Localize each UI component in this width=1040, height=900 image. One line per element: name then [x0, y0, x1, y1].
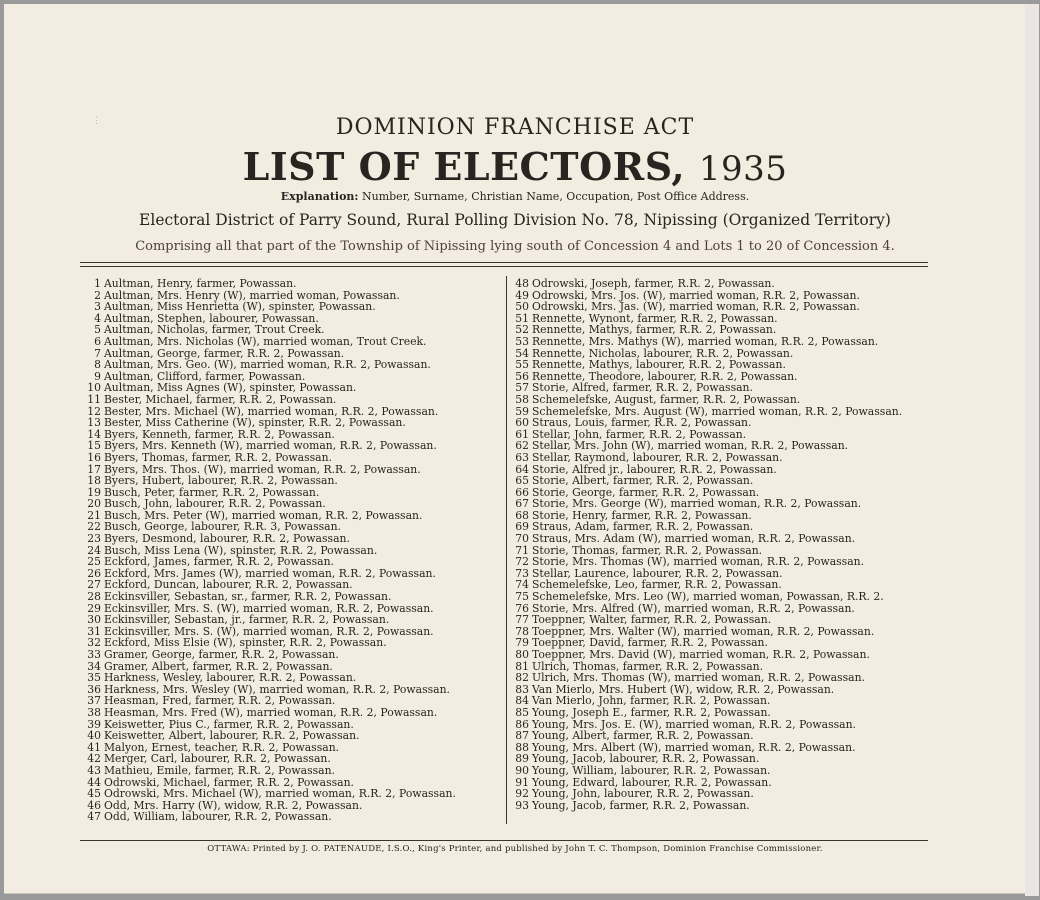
- elector-number: 67: [515, 497, 529, 511]
- elector-details: Straus, Mrs. Adam (W), married woman, R.R. 2, Powassan.: [532, 532, 856, 546]
- elector-number: 54: [515, 346, 529, 360]
- elector-details: Byers, Mrs. Thos. (W), married woman, R.R. 2, Powassan.: [104, 462, 421, 476]
- elector-details: Young, John, labourer, R.R. 2, Powassan.: [532, 787, 754, 801]
- elector-details: Odrowski, Mrs. Michael (W), married woman, R.R. 2, Powassan.: [104, 787, 456, 801]
- elector-number: 13: [87, 416, 101, 430]
- elector-details: Young, Joseph E., farmer, R.R. 2, Powassan.: [532, 705, 771, 719]
- elector-number: 10: [87, 381, 101, 395]
- elector-number: 58: [515, 392, 529, 406]
- elector-number: 49: [515, 288, 529, 302]
- elector-details: Odrowski, Mrs. Jos. (W), married woman, R.R. 2, Powassan.: [532, 288, 860, 302]
- elector-details: Young, Jacob, labourer, R.R. 2, Powassan.: [532, 752, 760, 766]
- elector-details: Odrowski, Mrs. Jas. (W), married woman, R.R. 2, Powassan.: [532, 300, 860, 314]
- elector-number: 15: [87, 439, 101, 453]
- elector-details: Young, Mrs. Jos. E. (W), married woman, R.R. 2, Powassan.: [532, 717, 856, 731]
- elector-number: 1: [94, 277, 101, 290]
- elector-details: Aultman, Miss Agnes (W), spinster, Powassan.: [104, 381, 357, 395]
- elector-number: 59: [515, 404, 529, 418]
- elector-details: Gramer, Albert, farmer, R.R. 2, Powassan.: [104, 659, 333, 673]
- header-rule: [80, 266, 928, 267]
- elector-number: 80: [515, 648, 529, 661]
- elector-number: 78: [515, 624, 529, 638]
- elector-details: Eckford, Duncan, labourer, R.R. 2, Powassan.: [104, 578, 353, 592]
- elector-details: Aultman, Mrs. Geo. (W), married woman, R.R. 2, Powassan.: [104, 358, 431, 372]
- elector-details: Aultman, Miss Henrietta (W), spinster, Powassan.: [104, 300, 376, 314]
- elector-number: 2: [94, 288, 101, 302]
- elector-number: 12: [87, 404, 101, 418]
- title-year: 1935: [698, 149, 788, 189]
- elector-details: Heasman, Mrs. Fred (W), married woman, R.R. 2, Powassan.: [104, 705, 438, 719]
- elector-number: 18: [87, 474, 101, 488]
- elector-number: 14: [87, 427, 101, 441]
- elector-number: 17: [87, 462, 101, 476]
- elector-number: 77: [515, 613, 529, 627]
- elector-number: 63: [515, 450, 529, 464]
- elector-number: 52: [515, 323, 529, 337]
- elector-details: Straus, Louis, farmer, R.R. 2, Powassan.: [532, 416, 752, 430]
- elector-details: Byers, Thomas, farmer, R.R. 2, Powassan.: [104, 450, 332, 464]
- elector-details: Van Mierlo, John, farmer, R.R. 2, Powassan.: [532, 694, 771, 708]
- elector-details: Aultman, Mrs. Henry (W), married woman, Powassan.: [104, 288, 400, 302]
- elector-number: 3: [94, 300, 101, 314]
- elector-number: 81: [515, 659, 529, 673]
- elector-details: Young, Mrs. Albert (W), married woman, R.R. 2, Powassan.: [532, 740, 856, 754]
- elector-details: Heasman, Fred, farmer, R.R. 2, Powassan.: [104, 694, 336, 708]
- elector-number: 29: [87, 601, 101, 615]
- printer-footer: OTTAWA: Printed by J. O. PATENAUDE, I.S.O., King's Printer, and published by John T. C. Thompson, Dominion Franchise Commissioner.: [207, 844, 823, 854]
- page-edge: [1025, 4, 1039, 896]
- elector-number: 88: [515, 740, 529, 754]
- elector-number: 90: [515, 763, 529, 777]
- footer-rule: [80, 840, 928, 841]
- elector-number: 57: [515, 381, 529, 395]
- elector-details: Schemelefske, Mrs. August (W), married woman, R.R. 2, Powassan.: [532, 404, 903, 418]
- elector-number: 33: [87, 648, 101, 661]
- elector-number: 43: [87, 763, 101, 777]
- elector-number: 71: [515, 543, 529, 557]
- elector-details: Rennette, Mathys, farmer, R.R. 2, Powassan.: [532, 323, 777, 337]
- elector-number: 69: [515, 520, 529, 534]
- elector-number: 74: [515, 578, 529, 592]
- elector-details: Stellar, John, farmer, R.R. 2, Powassan.: [532, 427, 747, 441]
- elector-number: 31: [87, 624, 101, 638]
- elector-number: 20: [87, 497, 101, 511]
- elector-number: 28: [87, 590, 101, 604]
- elector-number: 41: [87, 740, 101, 754]
- elector-number: 44: [87, 775, 101, 789]
- elector-details: Storie, Albert, farmer, R.R. 2, Powassan.: [532, 474, 754, 488]
- elector-number: 75: [515, 590, 529, 604]
- elector-details: Storie, Henry, farmer, R.R. 2, Powassan.: [532, 508, 752, 522]
- punch-mark: ⋮: [92, 116, 101, 126]
- elector-number: 26: [87, 566, 101, 580]
- elector-details: Harkness, Wesley, labourer, R.R. 2, Powassan.: [104, 671, 357, 685]
- elector-details: Schemelefske, Leo, farmer, R.R. 2, Powassan.: [532, 578, 782, 592]
- explanation-line: [4, 190, 1026, 203]
- column-divider: [506, 276, 507, 824]
- elector-details: Aultman, Nicholas, farmer, Trout Creek.: [104, 323, 325, 337]
- elector-details: Toeppner, Mrs. Walter (W), married woman, R.R. 2, Powassan.: [532, 624, 875, 638]
- elector-details: Rennette, Mrs. Mathys (W), married woman, R.R. 2, Powassan.: [532, 334, 879, 348]
- elector-details: Storie, Alfred, farmer, R.R. 2, Powassan.: [532, 381, 753, 395]
- elector-number: 46: [87, 798, 101, 812]
- elector-details: Rennette, Wynont, farmer, R.R. 2, Powassan.: [532, 311, 778, 325]
- elector-number: 8: [94, 358, 101, 372]
- elector-details: Straus, Adam, farmer, R.R. 2, Powassan.: [532, 520, 754, 534]
- elector-details: Stellar, Raymond, labourer, R.R. 2, Powassan.: [532, 450, 783, 464]
- elector-number: 72: [515, 555, 529, 569]
- elector-details: Eckford, Miss Elsie (W), spinster, R.R. 2, Powassan.: [104, 636, 387, 650]
- electors-left-column: [84, 278, 504, 823]
- explanation-text: Number, Surname, Christian Name, Occupation, Post Office Address.: [362, 190, 750, 203]
- elector-details: Storie, Mrs. Thomas (W), married woman, R.R. 2, Powassan.: [532, 555, 865, 569]
- elector-number: 66: [515, 485, 529, 499]
- elector-number: 61: [515, 427, 529, 441]
- elector-details: Rennette, Nicholas, labourer, R.R. 2, Powassan.: [532, 346, 794, 360]
- elector-details: Rennette, Theodore, labourer, R.R. 2, Powassan.: [532, 369, 798, 383]
- elector-number: 73: [515, 566, 529, 580]
- elector-number: 82: [515, 671, 529, 685]
- elector-details: Byers, Desmond, labourer, R.R. 2, Powassan.: [104, 532, 350, 546]
- elector-details: Odd, Mrs. Harry (W), widow, R.R. 2, Powassan.: [104, 798, 363, 812]
- elector-details: Byers, Hubert, labourer, R.R. 2, Powassan.: [104, 474, 338, 488]
- act-heading: DOMINION FRANCHISE ACT: [335, 115, 695, 140]
- elector-details: Aultman, George, farmer, R.R. 2, Powassan.: [104, 346, 345, 360]
- elector-number: 50: [515, 300, 529, 314]
- elector-number: 39: [87, 717, 101, 731]
- elector-number: 85: [515, 705, 529, 719]
- elector-number: 36: [87, 682, 101, 696]
- elector-number: 64: [515, 462, 529, 476]
- elector-number: 38: [87, 705, 101, 719]
- elector-details: Toeppner, Mrs. David (W), married woman, R.R. 2, Powassan.: [532, 648, 870, 661]
- elector-details: Young, Edward, labourer, R.R. 2, Powassan.: [532, 775, 772, 789]
- elector-details: Ulrich, Thomas, farmer, R.R. 2, Powassan.: [532, 659, 764, 673]
- elector-details: Keiswetter, Albert, labourer, R.R. 2, Powassan.: [104, 729, 360, 743]
- elector-details: Storie, Mrs. Alfred (W), married woman, R.R. 2, Powassan.: [532, 601, 855, 615]
- header-rule: [80, 262, 928, 263]
- elector-number: 9: [94, 369, 101, 383]
- elector-details: Aultman, Henry, farmer, Powassan.: [104, 277, 297, 290]
- elector-number: 24: [87, 543, 101, 557]
- elector-details: Storie, Mrs. George (W), married woman, R.R. 2, Powassan.: [532, 497, 862, 511]
- elector-number: 32: [87, 636, 101, 650]
- elector-number: 56: [515, 369, 529, 383]
- elector-number: 76: [515, 601, 529, 615]
- elector-number: 37: [87, 694, 101, 708]
- elector-details: Malyon, Ernest, teacher, R.R. 2, Powassan.: [104, 740, 340, 754]
- elector-details: Eckford, James, farmer, R.R. 2, Powassan.: [104, 555, 334, 569]
- elector-number: 23: [87, 532, 101, 546]
- elector-details: Schemelefske, Mrs. Leo (W), married woman, Powassan, R.R. 2.: [532, 590, 884, 604]
- elector-number: 7: [94, 346, 101, 360]
- elector-details: Bester, Michael, farmer, R.R. 2, Powassan.: [104, 392, 337, 406]
- elector-number: 11: [87, 392, 101, 406]
- elector-number: 35: [87, 671, 101, 685]
- elector-number: 60: [515, 416, 529, 430]
- elector-number: 93: [515, 798, 529, 812]
- elector-details: Toeppner, David, farmer, R.R. 2, Powassan.: [532, 636, 768, 650]
- elector-details: Busch, John, labourer, R.R. 2, Powassan.: [104, 497, 326, 511]
- elector-details: Toeppner, Walter, farmer, R.R. 2, Powassan.: [532, 613, 772, 627]
- elector-number: 79: [515, 636, 529, 650]
- elector-details: Harkness, Mrs. Wesley (W), married woman, R.R. 2, Powassan.: [104, 682, 450, 696]
- elector-number: 70: [515, 532, 529, 546]
- elector-details: Busch, Miss Lena (W), spinster, R.R. 2, Powassan.: [104, 543, 378, 557]
- elector-number: 4: [94, 311, 101, 325]
- elector-details: Odd, William, labourer, R.R. 2, Powassan.: [104, 810, 332, 824]
- elector-details: Busch, Mrs. Peter (W), married woman, R.R. 2, Powassan.: [104, 508, 423, 522]
- elector-number: 47: [87, 810, 101, 824]
- elector-number: 83: [515, 682, 529, 696]
- elector-number: 19: [87, 485, 101, 499]
- page-title: [4, 144, 1026, 189]
- elector-details: Eckford, Mrs. James (W), married woman, R.R. 2, Powassan.: [104, 566, 436, 580]
- elector-number: 30: [87, 613, 101, 627]
- elector-entry: [512, 800, 932, 812]
- elector-number: 51: [515, 311, 529, 325]
- elector-number: 86: [515, 717, 529, 731]
- elector-details: Odrowski, Joseph, farmer, R.R. 2, Powassan.: [532, 277, 775, 290]
- elector-details: Merger, Carl, labourer, R.R. 2, Powassan.: [104, 752, 331, 766]
- document-page: [4, 4, 1026, 894]
- elector-number: 84: [515, 694, 529, 708]
- elector-entry: [84, 811, 504, 823]
- elector-details: Young, Jacob, farmer, R.R. 2, Powassan.: [532, 798, 750, 812]
- elector-details: Mathieu, Emile, farmer, R.R. 2, Powassan.: [104, 763, 335, 777]
- elector-number: 48: [515, 277, 529, 290]
- elector-number: 55: [515, 358, 529, 372]
- elector-details: Aultman, Clifford, farmer, Powassan.: [104, 369, 306, 383]
- elector-number: 25: [87, 555, 101, 569]
- elector-details: Stellar, Mrs. John (W), married woman, R.R. 2, Powassan.: [532, 439, 849, 453]
- elector-details: Stellar, Laurence, labourer, R.R. 2, Powassan.: [532, 566, 783, 580]
- elector-details: Byers, Kenneth, farmer, R.R. 2, Powassan.: [104, 427, 335, 441]
- elector-details: Schemelefske, August, farmer, R.R. 2, Powassan.: [532, 392, 801, 406]
- elector-details: Eckinsviller, Mrs. S. (W), married woman, R.R. 2, Powassan.: [104, 601, 434, 615]
- elector-number: 16: [87, 450, 101, 464]
- elector-number: 87: [515, 729, 529, 743]
- elector-number: 89: [515, 752, 529, 766]
- elector-number: 5: [94, 323, 101, 337]
- explanation-label: Explanation:: [280, 190, 359, 203]
- elector-details: Gramer, George, farmer, R.R. 2, Powassan.: [104, 648, 339, 661]
- elector-number: 92: [515, 787, 529, 801]
- elector-details: Young, William, labourer, R.R. 2, Powassan.: [532, 763, 771, 777]
- elector-details: Aultman, Mrs. Nicholas (W), married woman, Trout Creek.: [104, 334, 427, 348]
- elector-number: 91: [515, 775, 529, 789]
- elector-number: 45: [87, 787, 101, 801]
- elector-details: Odrowski, Michael, farmer, R.R. 2, Powassan.: [104, 775, 354, 789]
- elector-details: Rennette, Mathys, labourer, R.R. 2, Powassan.: [532, 358, 786, 372]
- elector-details: Eckinsviller, Sebastan, jr., farmer, R.R. 2, Powassan.: [104, 613, 390, 627]
- comprising-line: Comprising all that part of the Township of Nipissing lying south of Concession 4 and Lots 1 to 20 of Concession 4.: [135, 239, 895, 254]
- elector-details: Storie, George, farmer, R.R. 2, Powassan.: [532, 485, 760, 499]
- elector-number: 42: [87, 752, 101, 766]
- elector-details: Young, Albert, farmer, R.R. 2, Powassan.: [532, 729, 754, 743]
- title-text: LIST OF ELECTORS,: [242, 144, 686, 189]
- elector-details: Van Mierlo, Mrs. Hubert (W), widow, R.R. 2, Powassan.: [532, 682, 835, 696]
- elector-number: 65: [515, 474, 529, 488]
- elector-number: 21: [87, 508, 101, 522]
- elector-details: Storie, Thomas, farmer, R.R. 2, Powassan.: [532, 543, 763, 557]
- elector-number: 68: [515, 508, 529, 522]
- elector-details: Storie, Alfred jr., labourer, R.R. 2, Powassan.: [532, 462, 777, 476]
- elector-number: 6: [94, 334, 101, 348]
- elector-details: Keiswetter, Pius C., farmer, R.R. 2, Powassan.: [104, 717, 354, 731]
- elector-details: Eckinsviller, Mrs. S. (W), married woman, R.R. 2, Powassan.: [104, 624, 434, 638]
- elector-details: Byers, Mrs. Kenneth (W), married woman, R.R. 2, Powassan.: [104, 439, 437, 453]
- elector-details: Ulrich, Mrs. Thomas (W), married woman, R.R. 2, Powassan.: [532, 671, 865, 685]
- elector-details: Busch, George, labourer, R.R. 3, Powassan.: [104, 520, 341, 534]
- elector-number: 34: [87, 659, 101, 673]
- electors-right-column: [512, 278, 932, 811]
- elector-details: Eckinsviller, Sebastan, sr., farmer, R.R. 2, Powassan.: [104, 590, 392, 604]
- elector-details: Bester, Mrs. Michael (W), married woman, R.R. 2, Powassan.: [104, 404, 439, 418]
- district-line: Electoral District of Parry Sound, Rural Polling Division No. 78, Nipissing (Organized Territory): [139, 211, 891, 229]
- elector-number: 62: [515, 439, 529, 453]
- elector-details: Busch, Peter, farmer, R.R. 2, Powassan.: [104, 485, 320, 499]
- elector-number: 22: [87, 520, 101, 534]
- elector-number: 27: [87, 578, 101, 592]
- elector-number: 53: [515, 334, 529, 348]
- elector-details: Bester, Miss Catherine (W), spinster, R.R. 2, Powassan.: [104, 416, 406, 430]
- elector-details: Aultman, Stephen, labourer, Powassan.: [104, 311, 319, 325]
- elector-number: 40: [87, 729, 101, 743]
